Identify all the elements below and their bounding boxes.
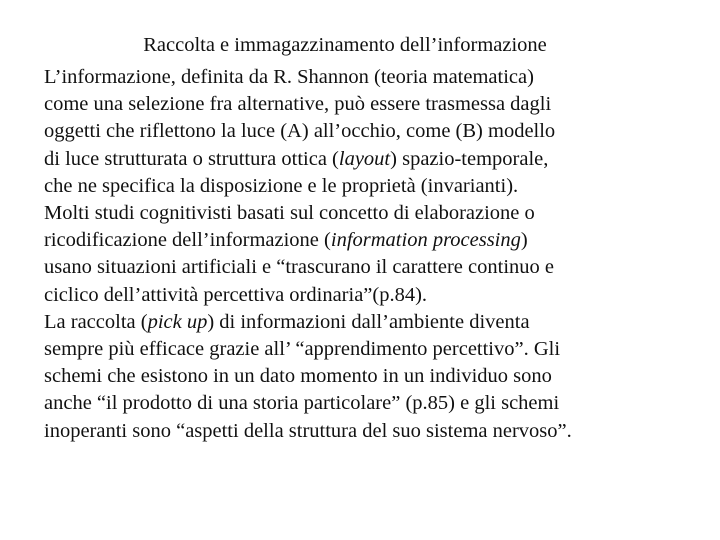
- text-segment: usano situazioni artificiali e “trascurano il carattere continuo e: [44, 256, 554, 279]
- text-segment: ricodificazione dell’informazione (: [44, 229, 331, 252]
- italic-term: information processing: [330, 229, 521, 252]
- text-segment: Molti studi cognitivisti basati sul concetto di elaborazione o: [44, 202, 535, 225]
- slide-title: Raccolta e immagazzinamento dell’informazione: [143, 34, 547, 56]
- text-segment: sempre più efficace grazie all’ “apprendimento percettivo”. Gli: [44, 338, 561, 361]
- text-line: [44, 418, 704, 445]
- text-segment: ) spazio-temporale,: [390, 147, 549, 170]
- text-line: [44, 227, 704, 254]
- text-line: [44, 254, 704, 281]
- text-line: [44, 309, 704, 336]
- text-line: [44, 363, 704, 390]
- text-line: [44, 118, 704, 145]
- text-segment: La raccolta (: [44, 310, 148, 333]
- text-line: [44, 282, 704, 309]
- italic-term: layout: [338, 147, 391, 170]
- body-text: [44, 64, 704, 445]
- text-line: [44, 336, 704, 363]
- italic-term: pick up: [147, 310, 208, 333]
- text-line: [44, 390, 704, 417]
- text-segment: schemi che esistono in un dato momento in un individuo sono: [44, 365, 552, 388]
- text-segment: anche “il prodotto di una storia particolare” (p.85) e gli schemi: [44, 392, 560, 415]
- text-segment: come una selezione fra alternative, può essere trasmessa dagli: [44, 93, 552, 116]
- text-segment: ciclico dell’attività percettiva ordinaria”(p.84).: [44, 283, 428, 306]
- text-segment: L’informazione, definita da R. Shannon (teoria matematica): [44, 66, 534, 88]
- text-line: [44, 64, 704, 91]
- text-line: [44, 91, 704, 118]
- text-segment: di luce strutturata o struttura ottica (: [44, 147, 339, 170]
- text-line: [44, 200, 704, 227]
- text-segment: che ne specifica la disposizione e le proprietà (invarianti).: [44, 174, 519, 197]
- text-segment: ) di informazioni dall’ambiente diventa: [207, 310, 530, 333]
- text-segment: oggetti che riflettono la luce (A) all’occhio, come (B) modello: [44, 120, 556, 143]
- text-segment: ): [520, 229, 528, 252]
- text-line: [44, 173, 704, 200]
- text-segment: inoperanti sono “aspetti della struttura del suo sistema nervoso”.: [44, 419, 572, 442]
- text-line: [44, 146, 704, 173]
